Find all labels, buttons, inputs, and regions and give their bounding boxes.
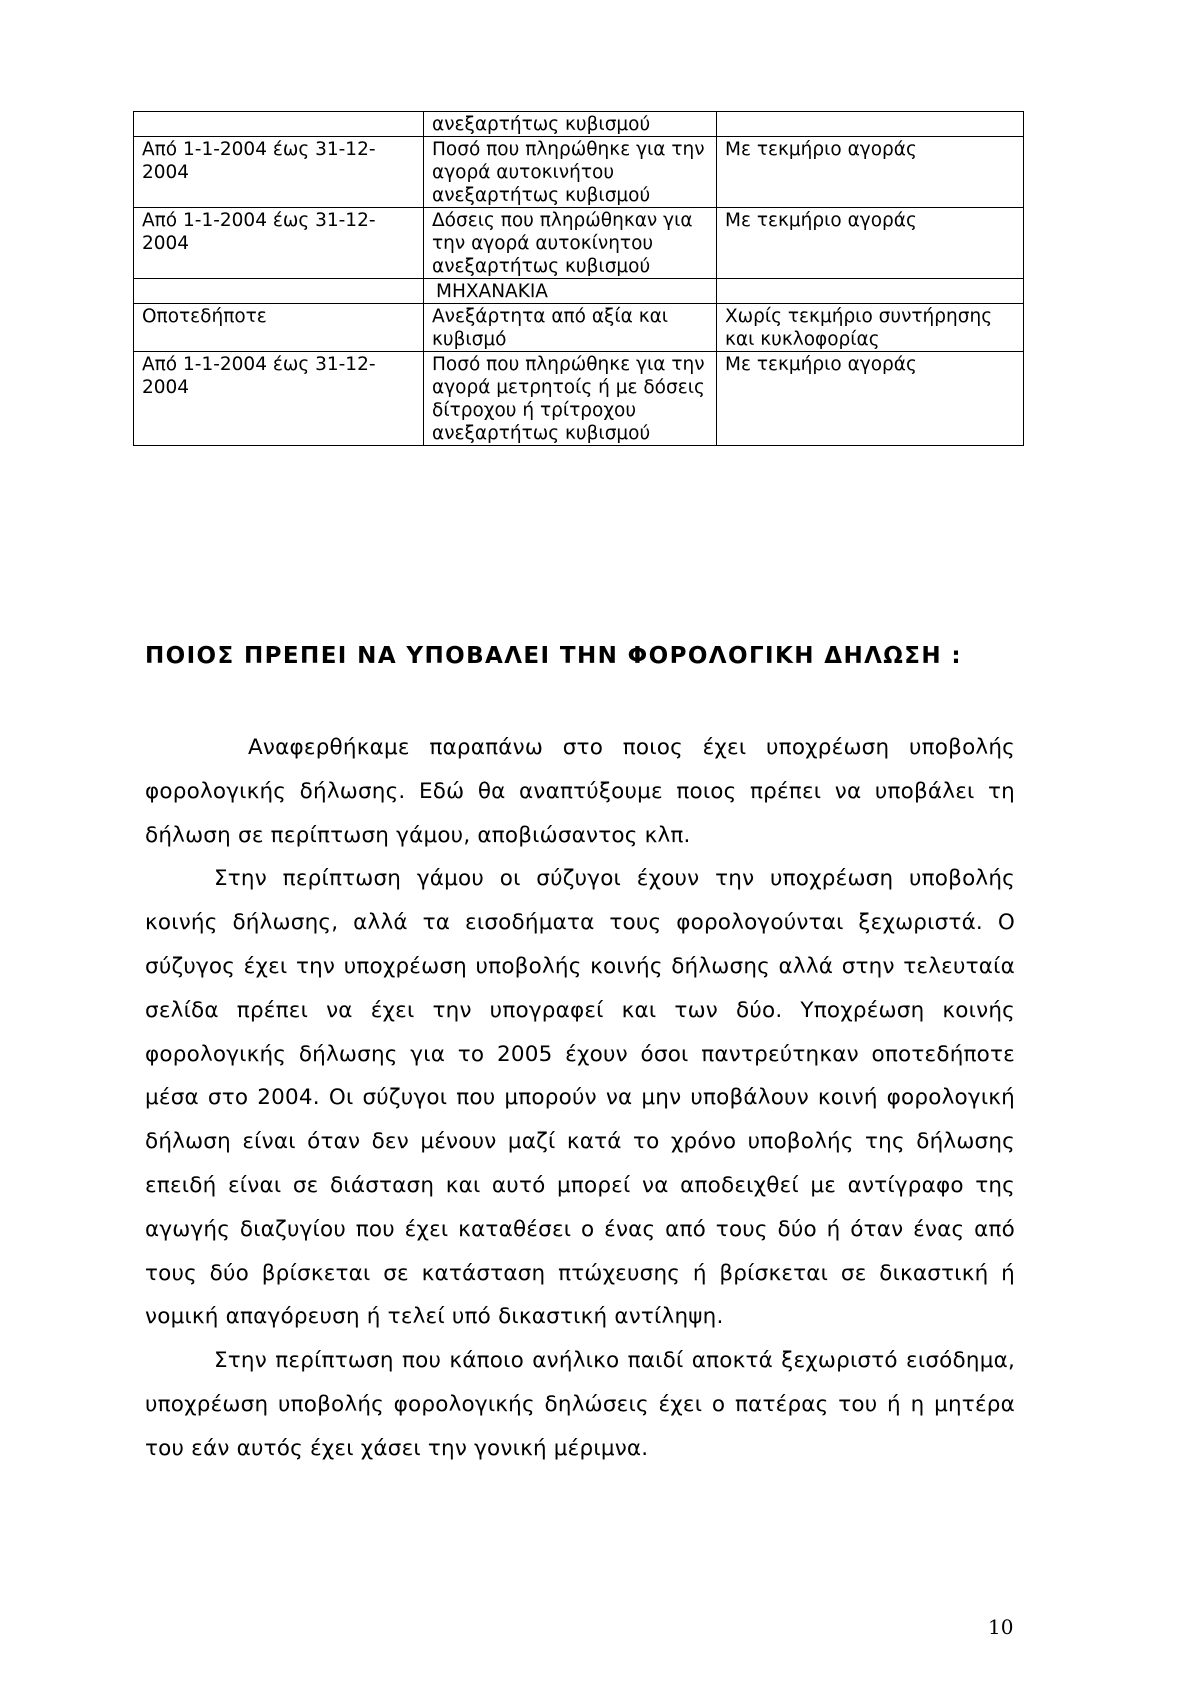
description-cell: Δόσεις που πληρώθηκαν για την αγορά αυτοκίνητου ανεξαρτήτως κυβισμού: [424, 208, 717, 279]
proof-cell: Με τεκμήριο αγοράς: [717, 352, 1024, 446]
period-cell: Από 1-1-2004 έως 31-12-2004: [134, 208, 424, 279]
period-cell: Από 1-1-2004 έως 31-12-2004: [134, 352, 424, 446]
proof-cell: Με τεκμήριο αγοράς: [717, 137, 1024, 208]
description-cell: Ποσό που πληρώθηκε για την αγορά μετρητοίς ή με δόσεις δίτροχου ή τρίτροχου ανεξαρτήτως κυβισμού: [424, 352, 717, 446]
paragraph: Στην περίπτωση γάμου οι σύζυγοι έχουν την υποχρέωση υποβολής κοινής δήλωσης, αλλά τα εισοδήματα τους φορολογούνται ξεχωριστά. Ο σύζυγος έχει την υποχρέωση υποβολής κοινής δήλωσης αλλά στην τελευταία σελίδα πρέπει να έχει την υπογραφεί και των δύο. Υποχρέωση κοινής φορολογικής δήλωσης για το 2005 έχουν όσοι παντρεύτηκαν οποτεδήποτε μέσα στο 2004. Οι σύζυγοι που μπορούν να μην υποβάλουν κοινή φορολογική δήλωση είναι όταν δεν μένουν μαζί κατά το χρόνο υποβολής της δήλωσης επειδή είναι σε διάσταση και αυτό μπορεί να αποδειχθεί με αντίγραφο της αγωγής διαζυγίου που έχει καταθέσει ο ένας από τους δύο ή όταν ένας από τους δύο βρίσκεται σε κατάσταση πτώχευσης ή βρίσκεται σε δικαστική ή νομική απαγόρευση ή τελεί υπό δικαστική αντίληψη.: [145, 866, 1015, 1330]
period-cell: Οποτεδήποτε: [134, 304, 424, 352]
page-number: 10: [988, 1615, 1014, 1639]
description-cell: Ανεξάρτητα από αξία και κυβισμό: [424, 304, 717, 352]
paragraph: Αναφερθήκαμε παραπάνω στο ποιος έχει υποχρέωση υποβολής φορολογικής δήλωσης. Εδώ θα αναπτύξουμε ποιος πρέπει να υποβάλει τη δήλωση σε περίπτωση γάμου, αποβιώσαντος κλπ.: [145, 735, 1015, 848]
section-title: ΠΟΙΟΣ ΠΡΕΠΕΙ ΝΑ ΥΠΟΒΑΛΕΙ ΤΗΝ ΦΟΡΟΛΟΓΙΚΗ ΔΗΛΩΣΗ :: [145, 643, 963, 669]
period-cell: Από 1-1-2004 έως 31-12-2004: [134, 137, 424, 208]
period-cell: [134, 112, 424, 137]
table-row: [134, 112, 1024, 137]
proof-cell: [717, 279, 1024, 304]
description-cell: ανεξαρτήτως κυβισμού: [424, 112, 717, 137]
description-cell: Ποσό που πληρώθηκε για την αγορά αυτοκινήτου ανεξαρτήτως κυβισμού: [424, 137, 717, 208]
table-row: [134, 208, 1024, 279]
proof-cell: Χωρίς τεκμήριο συντήρησης και κυκλοφορίας: [717, 304, 1024, 352]
category-heading-cell: ΜΗΧΑΝΑΚΙΑ: [424, 279, 717, 304]
table-row: [134, 279, 1024, 304]
vehicle-tax-table: [133, 111, 1024, 446]
table-row: [134, 304, 1024, 352]
table-row: [134, 137, 1024, 208]
proof-cell: [717, 112, 1024, 137]
paragraph: Στην περίπτωση που κάποιο ανήλικο παιδί αποκτά ξεχωριστό εισόδημα, υποχρέωση υποβολής φορολογικής δηλώσεις έχει ο πατέρας του ή η μητέρα του εάν αυτός έχει χάσει την γονική μέριμνα.: [145, 1348, 1015, 1461]
period-cell: [134, 279, 424, 304]
table-row: [134, 352, 1024, 446]
proof-cell: Με τεκμήριο αγοράς: [717, 208, 1024, 279]
body-text: [145, 726, 1015, 1471]
